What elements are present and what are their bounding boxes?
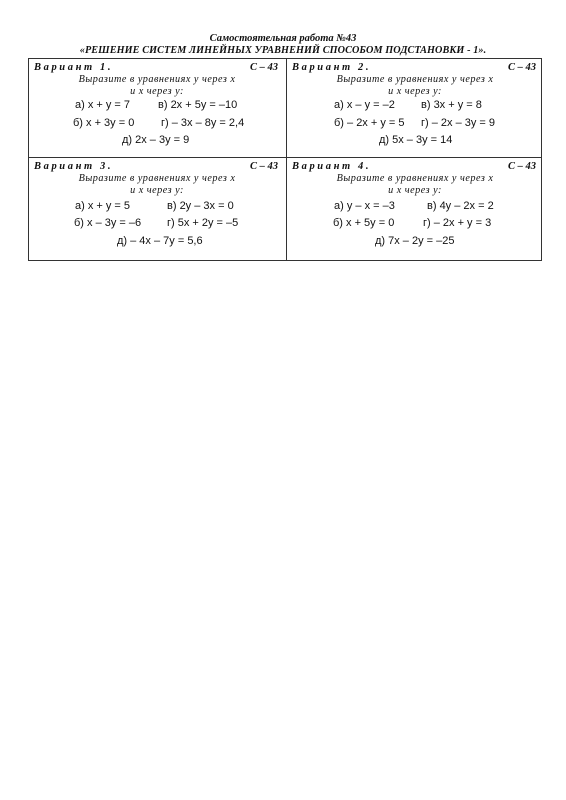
equation-v: в) 4y – 2x = 2 xyxy=(427,200,494,212)
variant-label: Вариант 4. xyxy=(292,161,372,172)
equation-d: д) 7x – 2y = –25 xyxy=(375,235,455,247)
equation-g: г) – 3x – 8y = 2,4 xyxy=(161,117,245,129)
instruction-line: и х через у: xyxy=(388,185,442,196)
equation-v: в) 3x + y = 8 xyxy=(421,99,482,111)
equation-g: г) – 2x + y = 3 xyxy=(423,217,492,229)
equation-a: а) x + y = 5 xyxy=(75,200,131,212)
equation-b: б) x + 3y = 0 xyxy=(73,117,135,129)
instruction-line: и х через у: xyxy=(388,86,442,97)
equation-b: б) x + 5y = 0 xyxy=(333,217,395,229)
instruction-line: Выразите в уравнениях у через х xyxy=(78,173,236,184)
variant-header xyxy=(34,161,278,173)
equation-d: д) – 4x – 7y = 5,6 xyxy=(117,235,203,247)
instruction-line: и х через у: xyxy=(130,185,184,196)
variant-label: Вариант 2. xyxy=(292,62,372,73)
equation-b: б) – 2x + y = 5 xyxy=(334,117,405,129)
variant-header xyxy=(292,161,536,173)
equation-a: а) y – x = –3 xyxy=(334,200,395,212)
variant-3-cell xyxy=(29,158,285,258)
instruction-line: Выразите в уравнениях у через х xyxy=(336,74,494,85)
variant-code: С – 43 xyxy=(507,161,536,172)
instruction-line: Выразите в уравнениях у через х xyxy=(336,173,494,184)
variant-label: Вариант 1. xyxy=(34,62,114,73)
equation-v: в) 2y – 3x = 0 xyxy=(167,200,234,212)
variant-4-cell xyxy=(287,158,543,258)
equation-b: б) x – 3y = –6 xyxy=(74,217,142,229)
equation-g: г) – 2x – 3y = 9 xyxy=(421,117,496,129)
variant-code: С – 43 xyxy=(507,62,536,73)
equation-d: д) 2x – 3y = 9 xyxy=(122,134,190,146)
equation-v: в) 2x + 5y = –10 xyxy=(158,99,238,111)
variant-2-cell xyxy=(287,59,543,159)
equation-g: г) 5x + 2y = –5 xyxy=(167,217,239,229)
instruction-line: и х через у: xyxy=(130,86,184,97)
equation-d: д) 5x – 3y = 14 xyxy=(379,134,453,146)
equation-a: а) x + y = 7 xyxy=(75,99,131,111)
equation-a: а) x – y = –2 xyxy=(334,99,395,111)
worksheet-subtitle: «РЕШЕНИЕ СИСТЕМ ЛИНЕЙНЫХ УРАВНЕНИЙ СПОСОБОМ ПОДСТАНОВКИ - 1». xyxy=(79,45,487,56)
variant-1-cell xyxy=(29,59,285,159)
instruction-line: Выразите в уравнениях у через х xyxy=(78,74,236,85)
variant-header xyxy=(34,62,278,74)
variant-header xyxy=(292,62,536,74)
variant-code: С – 43 xyxy=(249,62,278,73)
worksheet-title: Самостоятельная работа №43 xyxy=(209,33,357,44)
variant-code: С – 43 xyxy=(249,161,278,172)
variant-label: Вариант 3. xyxy=(34,161,114,172)
